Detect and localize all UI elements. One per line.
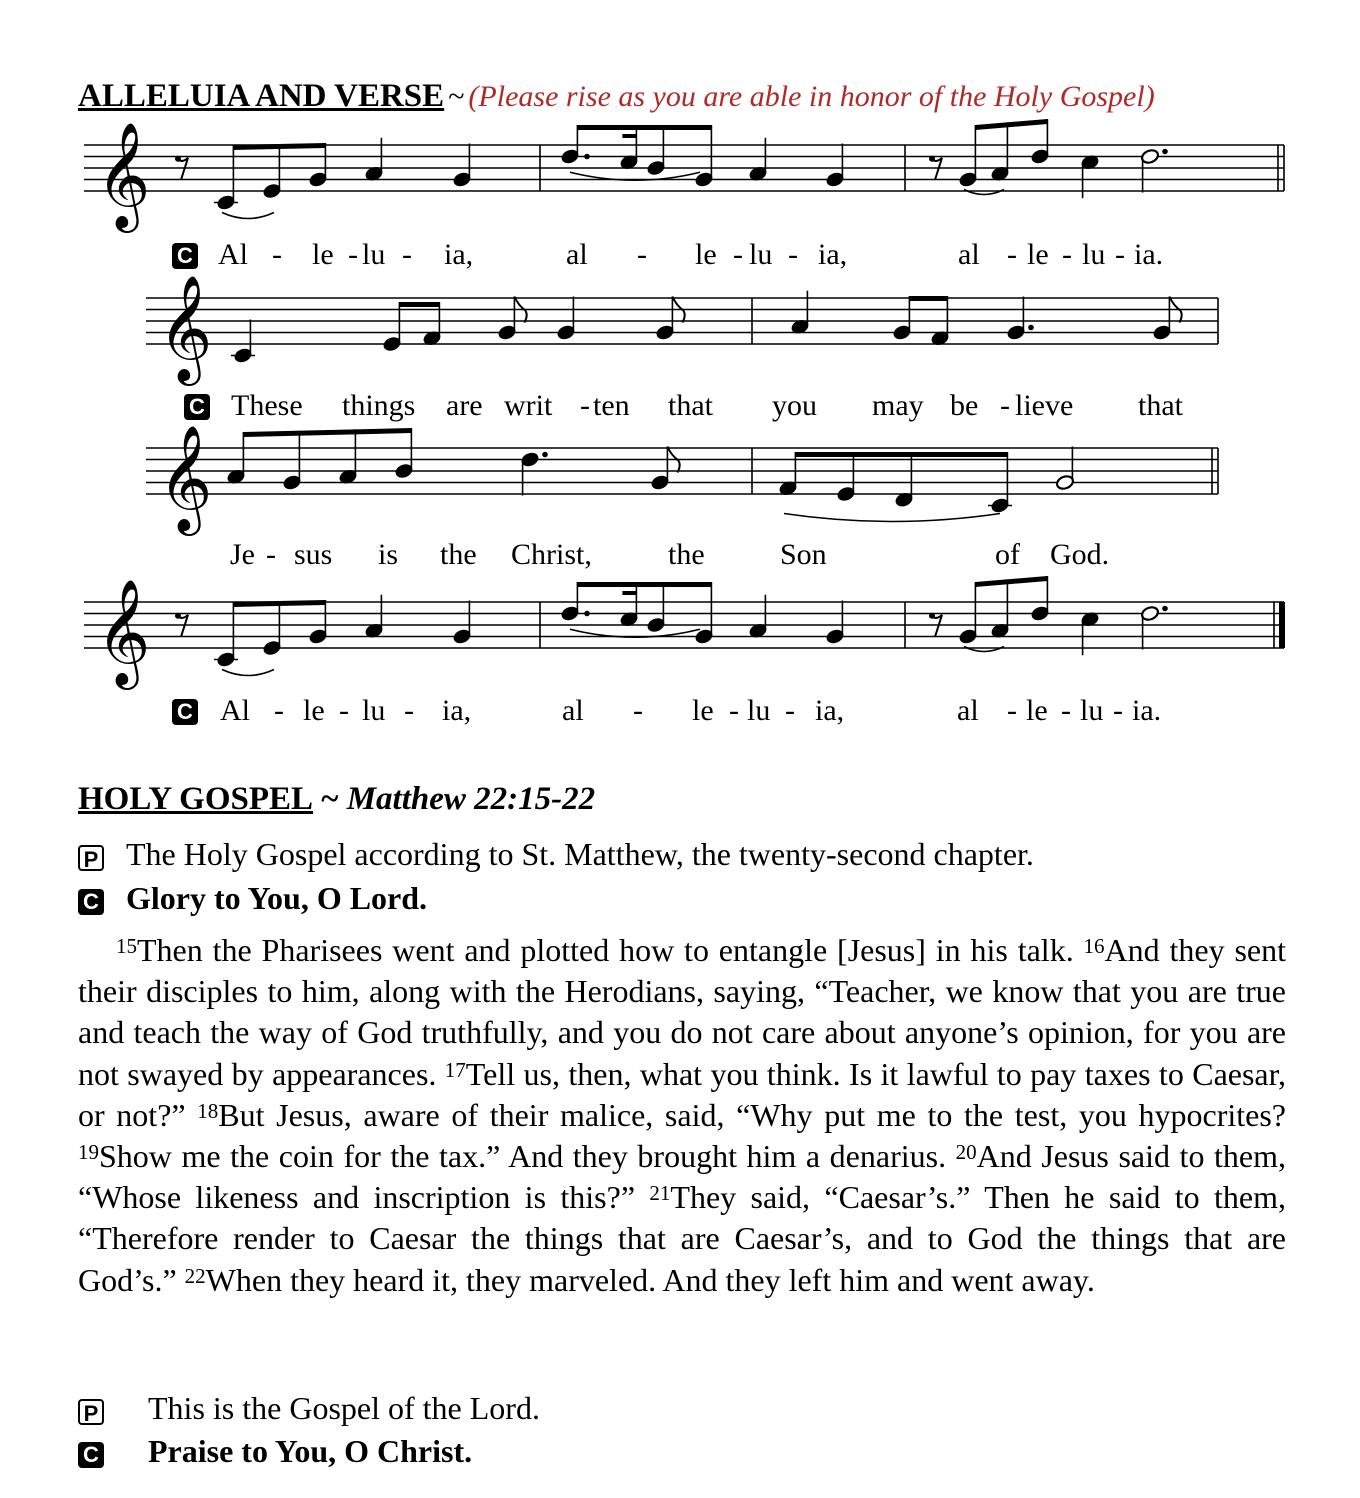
music-staff-3: [0, 418, 1360, 543]
slur: [784, 514, 1000, 522]
lyric-hyphen: -: [637, 238, 647, 271]
verse-text: Tell us, then, what you think. Is it lawful to pay taxes to Caesar, or not?”: [78, 1055, 1287, 1133]
music-staff-1: [0, 115, 1360, 240]
lyrics-row-2: [0, 389, 1360, 429]
verse-text: And Jesus said to them, “Whose likeness and inscription is this?”: [78, 1138, 1287, 1216]
lyric-syllable: lu: [1080, 694, 1104, 727]
note-beam: [795, 452, 1007, 457]
note-dot: [1028, 325, 1034, 331]
lyric-hyphen: -: [1007, 238, 1017, 271]
lyric-hyphen: -: [785, 694, 795, 727]
eighth-rest-icon: [178, 615, 188, 637]
lyrics-row-1: [0, 238, 1360, 278]
gospel-reference: Matthew 22:15-22: [346, 781, 596, 817]
lyric-syllable: sus: [294, 538, 333, 571]
verse-number: 18: [197, 1098, 219, 1123]
lyric-syllable: These: [231, 389, 303, 422]
lyric-syllable: le: [695, 238, 717, 271]
note-beam: [909, 296, 947, 301]
lyric-syllable: ia,: [444, 238, 474, 271]
lyric-syllable: lu: [362, 238, 386, 271]
lyric-hyphen: -: [729, 694, 739, 727]
lyric-hyphen: -: [1062, 238, 1072, 271]
pastor-badge: P: [78, 1399, 104, 1425]
note-dot: [542, 452, 548, 458]
final-barline: [1279, 602, 1285, 648]
lyric-syllable: lu: [749, 238, 773, 271]
eighth-rest-icon: [178, 158, 188, 180]
lyric-syllable: the: [668, 538, 705, 571]
lyric-syllable: al: [566, 238, 588, 271]
verse-number: 19: [78, 1140, 99, 1165]
lyric-syllable: lieve: [1015, 389, 1074, 422]
lyric-syllable: Al: [220, 694, 250, 727]
closing-response-line: [78, 1433, 472, 1470]
note-dot: [1162, 606, 1168, 612]
verse-text: When they heard it, they marveled. And they left him and went away.: [205, 1261, 1095, 1298]
heading-separator: ~: [448, 80, 465, 113]
lyric-syllable: lu: [747, 694, 771, 727]
lyric-hyphen: -: [1061, 694, 1071, 727]
note-beam: [233, 600, 325, 607]
lyric-syllable: al: [957, 694, 979, 727]
announce-text: The Holy Gospel according to St. Matthew, the twenty-second chapter.: [126, 836, 1034, 872]
slur: [964, 190, 1004, 195]
congregation-badge: C: [184, 394, 210, 420]
verse-number: 16: [1083, 934, 1105, 958]
music-staff-4: [0, 572, 1360, 697]
congregation-badge: C: [172, 699, 198, 725]
lyric-syllable: are: [446, 389, 483, 422]
music-staff-2: [0, 268, 1360, 393]
treble-clef-icon: 𝄞: [96, 121, 151, 228]
lyric-syllable: le: [1027, 238, 1049, 271]
alleluia-title: ALLELUIA AND VERSE: [78, 78, 445, 114]
lyric-hyphen: -: [1113, 694, 1123, 727]
lyric-hyphen: -: [272, 238, 282, 271]
verse-text: And they sent their disciples to him, along with the Herodians, saying, “Teacher, we know that you are true and teach the way of God truthfully, and you do not care about anyone’s opinion, for you are not swayed by appearances.: [78, 932, 1287, 1092]
closing-text: This is the Gospel of the Lord.: [148, 1390, 540, 1426]
announce-line: [78, 836, 1034, 873]
lyric-hyphen: -: [1115, 238, 1125, 271]
gospel-title: HOLY GOSPEL: [78, 781, 314, 817]
verse-number: 22: [184, 1263, 206, 1288]
lyric-syllable: Je: [230, 538, 255, 571]
lyric-syllable: is: [378, 538, 399, 571]
congregation-badge: C: [78, 889, 104, 915]
lyric-syllable: God.: [1050, 538, 1110, 571]
lyric-syllable: of: [995, 538, 1020, 571]
verse-text: They said, “Caesar’s.” Then he said to them, “Therefore render to Caesar the things that are Caesar’s, and to God the things that are God’s.”: [78, 1179, 1287, 1298]
treble-clef-icon: 𝄞: [158, 424, 213, 531]
lyric-hyphen: -: [633, 694, 643, 727]
lyric-hyphen: -: [1007, 694, 1017, 727]
congregation-badge: C: [78, 1442, 104, 1468]
lyric-hyphen: -: [788, 238, 798, 271]
gospel-heading: [78, 781, 595, 818]
lyrics-row-3: [0, 538, 1360, 578]
lyric-syllable: that: [1138, 389, 1183, 422]
pastor-badge: P: [78, 845, 104, 871]
lyric-hyphen: -: [580, 389, 590, 422]
lyric-syllable: the: [440, 538, 477, 571]
congregation-badge: C: [172, 243, 198, 269]
treble-clef-icon: 𝄞: [96, 578, 151, 685]
slur: [222, 670, 274, 676]
lyric-syllable: that: [668, 389, 713, 422]
lyric-syllable: ia.: [1134, 238, 1164, 271]
lyric-syllable: ia,: [442, 694, 472, 727]
note-beam: [622, 591, 636, 595]
lyric-hyphen: -: [266, 538, 276, 571]
verse-number: 15: [116, 934, 137, 958]
treble-clef-icon: 𝄞: [158, 274, 213, 381]
lyric-syllable: le: [1026, 694, 1048, 727]
lyric-hyphen: -: [274, 694, 284, 727]
announce-response-line: [78, 880, 427, 917]
note-beam: [233, 143, 325, 150]
lyric-syllable: lu: [1082, 238, 1106, 271]
note-beam: [243, 428, 411, 437]
gospel-reading: [78, 930, 1286, 1301]
lyric-syllable: le: [303, 694, 325, 727]
note-dot: [1162, 149, 1168, 155]
lyric-syllable: le: [312, 238, 334, 271]
lyric-syllable: be: [950, 389, 979, 422]
lyric-syllable: Son: [780, 538, 827, 571]
announce-response-text: Glory to You, O Lord.: [126, 880, 428, 916]
lyric-syllable: may: [872, 389, 924, 422]
lyric-syllable: Al: [218, 238, 248, 271]
lyric-syllable: ia.: [1132, 694, 1162, 727]
note-beam: [975, 119, 1047, 130]
verse-text: Then the Pharisees went and plotted how to entangle [Jesus] in his talk.: [137, 932, 1084, 968]
lyric-syllable: things: [342, 389, 416, 422]
lyric-syllable: ia,: [818, 238, 848, 271]
lyric-hyphen: -: [402, 238, 412, 271]
gospel-separator: ~: [321, 781, 339, 817]
closing-line: [78, 1390, 540, 1427]
lyric-syllable: al: [562, 694, 584, 727]
lyric-syllable: ia,: [815, 694, 845, 727]
lyric-syllable: writ: [504, 389, 553, 422]
lyric-syllable: you: [772, 389, 817, 422]
note-beam: [577, 125, 711, 130]
eighth-rest-icon: [932, 158, 942, 180]
lyric-syllable: ten: [593, 389, 630, 422]
note-beam: [577, 582, 711, 587]
lyric-hyphen: -: [733, 238, 743, 271]
slur: [222, 213, 274, 219]
closing-response-text: Praise to You, O Christ.: [148, 1433, 473, 1469]
lyric-hyphen: -: [348, 238, 358, 271]
lyric-hyphen: -: [404, 694, 414, 727]
note-beam: [399, 302, 439, 307]
alleluia-heading: [78, 78, 1155, 115]
verse-text: But Jesus, aware of their malice, said, “Why put me to the test, you hypocrites?: [218, 1096, 1287, 1133]
verse-number: 21: [649, 1181, 671, 1206]
verse-text: Show me the coin for the tax.” And they brought him a denarius.: [99, 1138, 956, 1175]
slur: [964, 647, 1004, 652]
note-dot: [584, 154, 590, 160]
lyric-syllable: Christ,: [511, 538, 592, 571]
lyric-syllable: al: [958, 238, 980, 271]
note-beam: [622, 134, 636, 138]
lyric-syllable: lu: [362, 694, 386, 727]
lyric-hyphen: -: [339, 694, 349, 727]
verse-number: 17: [444, 1057, 466, 1082]
note-dot: [584, 611, 590, 617]
lyric-syllable: le: [692, 694, 714, 727]
verse-number: 20: [955, 1140, 977, 1165]
rise-instruction: (Please rise as you are able in honor of the Holy Gospel): [468, 80, 1155, 113]
lyric-hyphen: -: [1000, 389, 1010, 422]
lyrics-row-4: [0, 694, 1360, 734]
eighth-rest-icon: [932, 615, 942, 637]
